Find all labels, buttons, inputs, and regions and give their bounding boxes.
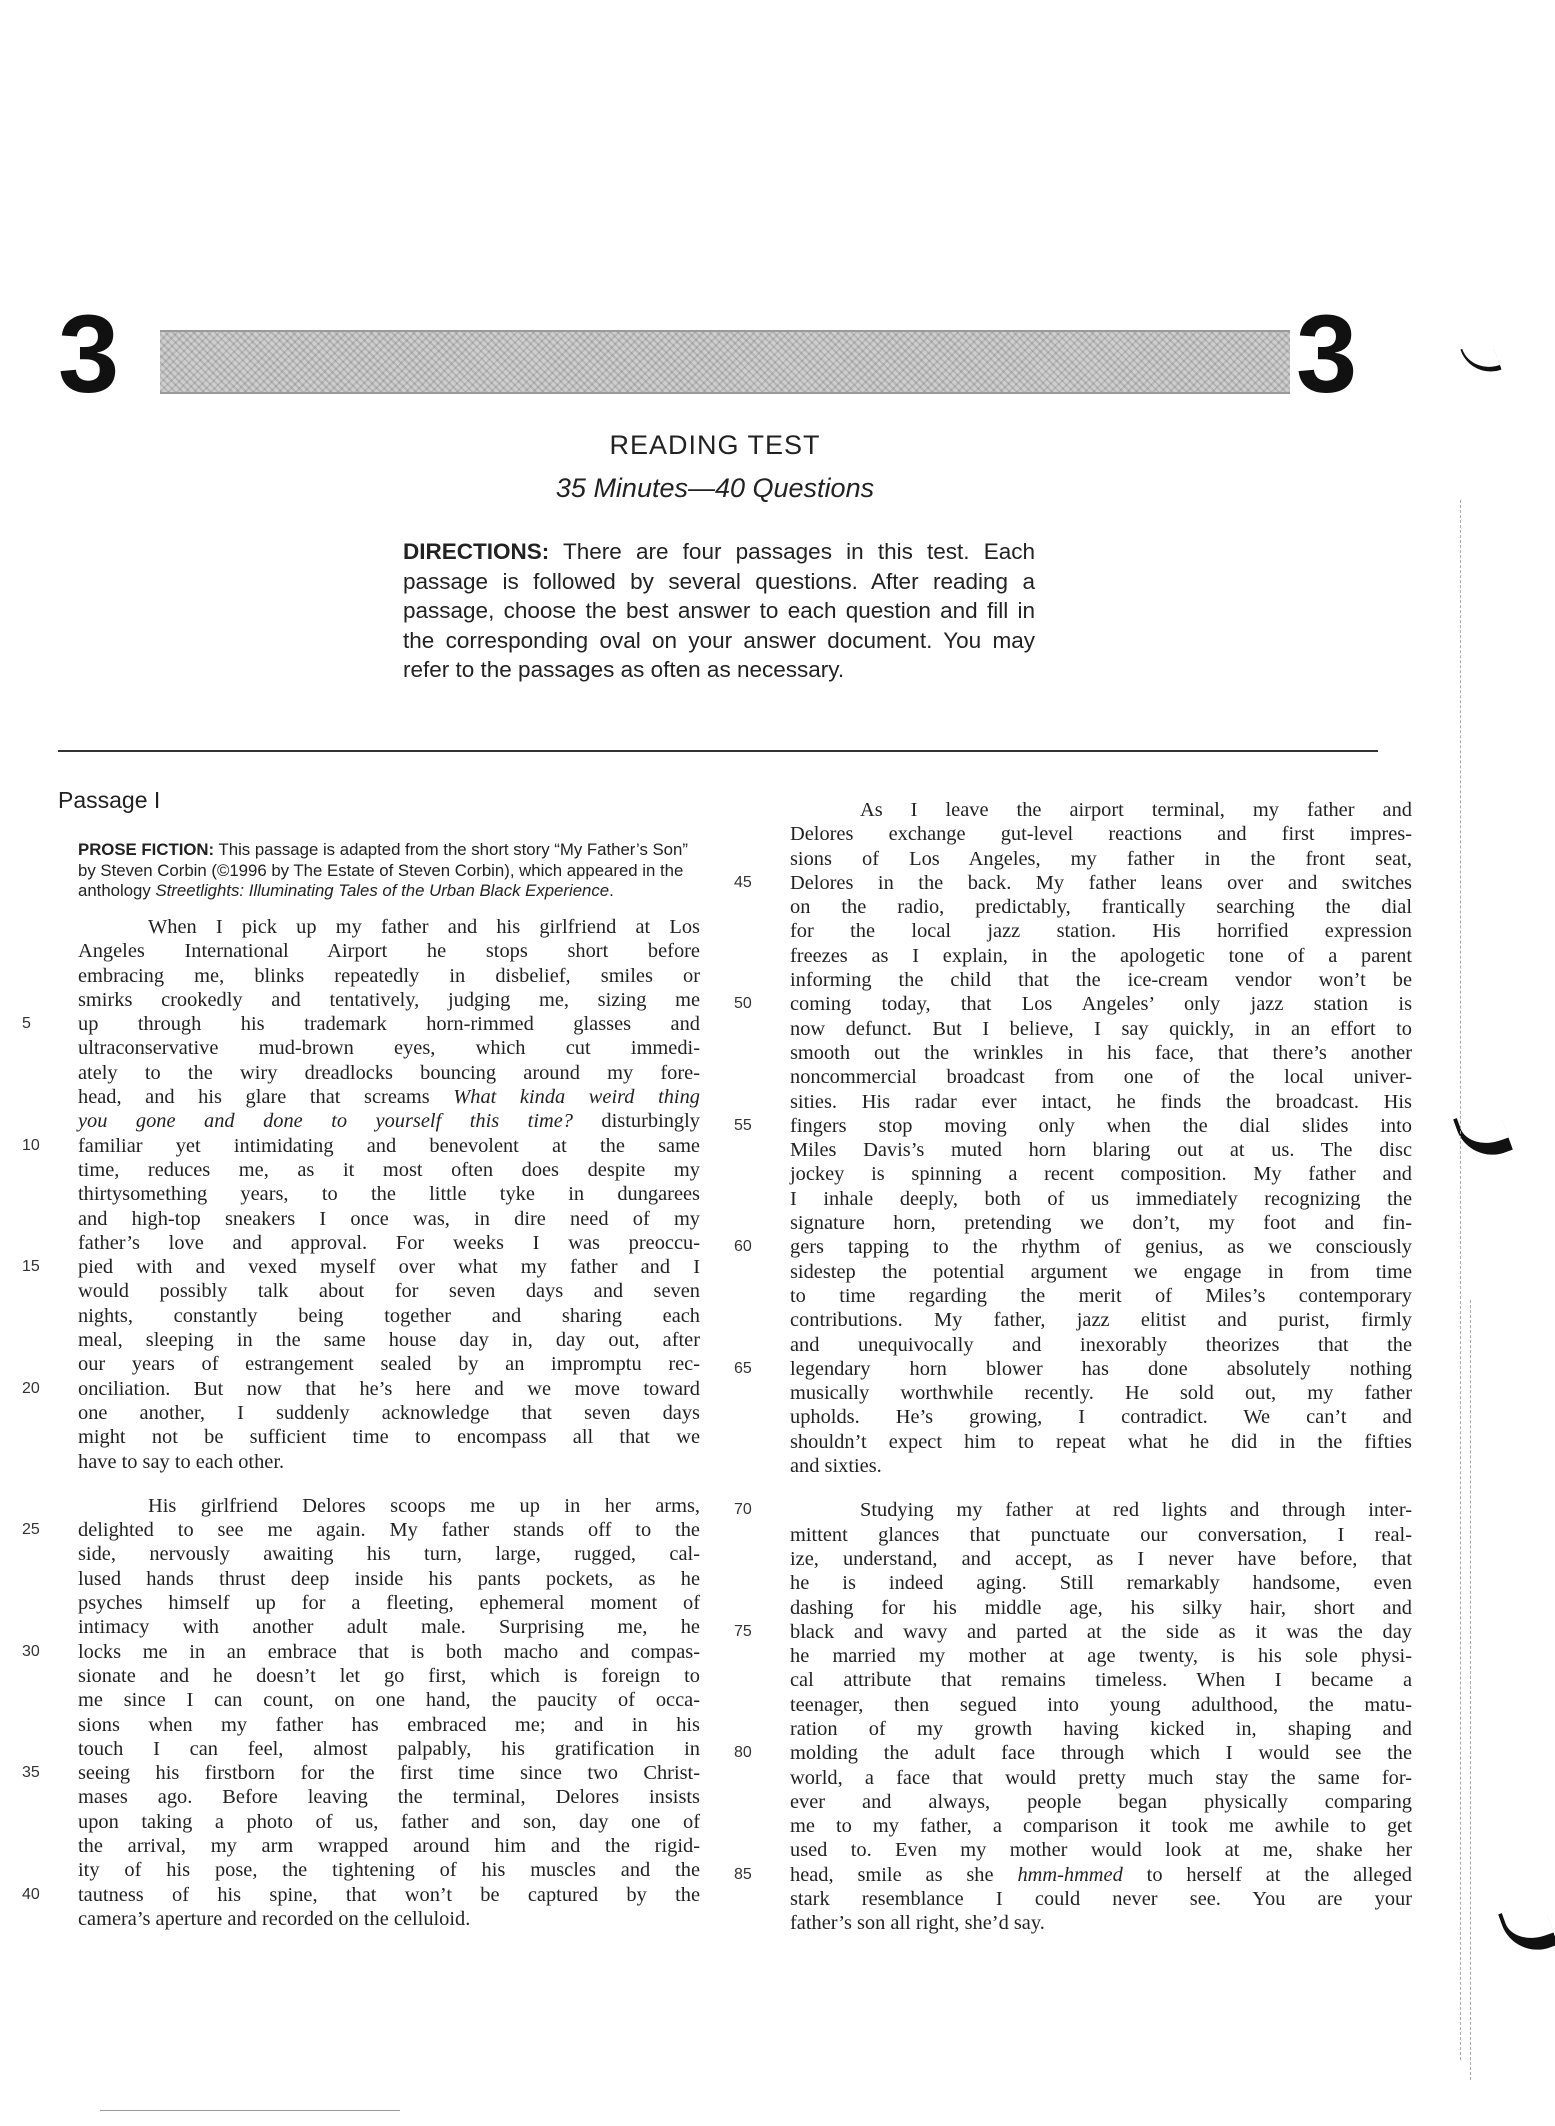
line-text: sions when my father has embraced me; and in his [78,1713,700,1736]
passage-line [790,1065,1412,1089]
line-text: father’s son all right, she’d say. [790,1912,1045,1935]
passage-line [734,1498,1412,1522]
line-text: black and wavy and parted at the side as it was the day [790,1620,1412,1643]
passage-line [78,1858,700,1882]
line-number: 55 [734,1116,752,1134]
passage-paragraph [22,1494,700,1931]
line-text: Delores exchange gut-level reactions and first impres- [790,823,1412,846]
passage-line [790,1430,1412,1454]
line-text: up through his trademark horn-rimmed glasses and [78,1013,700,1036]
line-text: ize, understand, and accept, as I never have before, that [790,1547,1412,1570]
passage-line [734,1620,1412,1644]
section-number-right: 3 [1296,293,1358,416]
passage-line [790,1405,1412,1429]
line-text: on the radio, predictably, frantically searching the dial [790,896,1412,919]
line-text: world, a face that would pretty much stay the same for- [790,1766,1412,1789]
passage-line [790,1911,1412,1935]
passage-line [734,1741,1412,1765]
line-number: 65 [734,1359,752,1377]
line-text: familiar yet intimidating and benevolent at the same [78,1134,700,1157]
passage-line [790,1668,1412,1692]
line-text: onciliation. But now that he’s here and we move toward [78,1377,700,1400]
passage-intro [78,840,690,902]
line-text: legendary horn blower has done absolutely nothing [790,1357,1412,1380]
passage-line [790,847,1412,871]
line-text: sities. His radar ever intact, he finds the broadcast. His [790,1090,1412,1113]
line-text: delighted to see me again. My father stands off to the [78,1519,700,1542]
passage-line [78,988,700,1012]
line-text: camera’s aperture and recorded on the celluloid. [78,1907,471,1930]
line-text: and sixties. [790,1455,882,1478]
line-number: 40 [22,1885,40,1903]
passage-line [734,1235,1412,1259]
section-divider [58,750,1378,752]
line-text: embracing me, blinks repeatedly in disbelief, smiles or [78,964,700,987]
passage-line [78,1615,700,1639]
line-text: touch I can feel, almost palpably, his gratification in [78,1737,700,1760]
line-text: might not be sufficient time to encompass all that we [78,1426,700,1449]
directions-label: DIRECTIONS: [403,539,550,564]
line-text: cal attribute that remains timeless. When I became a [790,1669,1412,1692]
passage-line [22,1012,700,1036]
line-text: Delores in the back. My father leans over and switches [790,871,1412,894]
passage-line [790,1454,1412,1478]
passage-line [22,1883,700,1907]
passage-line [78,1279,700,1303]
passage-line [790,1814,1412,1838]
line-text: nights, constantly being together and sharing each [78,1304,700,1327]
passage-line [78,1158,700,1182]
passage-line [78,1810,700,1834]
passage-line [78,1494,700,1518]
line-text: coming today, that Los Angeles’ only jazz station is [790,993,1412,1016]
line-text: for the local jazz station. His horrified expression [790,920,1412,943]
passage-line [78,1036,700,1060]
line-text: teenager, then segued into young adulthood, the matu- [790,1693,1412,1716]
line-text: he married my mother at age twenty, is his sole physi- [790,1645,1412,1668]
passage-line [22,1134,700,1158]
line-text: thirtysomething years, to the little tyke in dungarees [78,1183,700,1206]
passage-line [22,1640,700,1664]
line-text: ately to the wiry dreadlocks bouncing around my fore- [78,1061,700,1084]
passage-line [78,1834,700,1858]
passage-line [78,1591,700,1615]
line-text: When I pick up my father and his girlfriend at Los [148,916,700,938]
line-text: our years of estrangement sealed by an impromptu rec- [78,1353,700,1376]
passage-paragraph [734,798,1412,1478]
passage-line [790,944,1412,968]
passage-line [78,939,700,963]
passage-line [790,1887,1412,1911]
line-text: to herself at the alleged [1122,1863,1412,1886]
passage-line [22,1377,700,1401]
passage-line [22,1255,700,1279]
line-text: lused hands thrust deep inside his pants pockets, as he [78,1567,700,1590]
line-text: I inhale deeply, both of us immediately recognizing the [790,1187,1412,1210]
line-text: dashing for his middle age, his silky hair, short and [790,1596,1412,1619]
line-text: upholds. He’s growing, I contradict. We can’t and [790,1406,1412,1429]
line-number: 85 [734,1865,752,1883]
passage-line [78,1061,700,1085]
line-text: one another, I suddenly acknowledge that seven days [78,1401,700,1424]
line-text: disturbingly [572,1110,700,1133]
passage-line [78,1907,700,1931]
line-text: the arrival, my arm wrapped around him and the rigid- [78,1834,700,1857]
line-text: head, and his glare that screams [78,1086,454,1109]
passage-genre: PROSE FICTION: [78,840,215,859]
passage-line [790,1693,1412,1717]
passage-line [78,1352,700,1376]
passage-line [78,1401,700,1425]
line-number: 10 [22,1136,40,1154]
passage-line [22,1518,700,1542]
passage-line [790,1138,1412,1162]
passage-column-right [734,798,1412,1936]
passage-line [78,1182,700,1206]
passage-line [734,1863,1412,1887]
passage-line [790,1041,1412,1065]
line-text: now defunct. But I believe, I say quickly, in an effort to [790,1017,1412,1040]
passage-line [78,1737,700,1761]
passage-line [78,1664,700,1688]
line-text: mases ago. Before leaving the terminal, Delores insists [78,1786,700,1809]
passage-line [78,1688,700,1712]
line-text: Angeles International Airport he stops short before [78,940,700,963]
passage-line [78,1304,700,1328]
line-number: 20 [22,1379,40,1397]
line-text: informing the child that the ice-cream vendor won’t be [790,969,1412,992]
scan-edge-line [1460,500,1461,2060]
line-text: freezes as I explain, in the apologetic tone of a parent [790,944,1412,967]
line-text: and unequivocally and inexorably theorizes that the [790,1333,1412,1356]
line-text: ration of my growth having kicked in, shaping and [790,1717,1412,1740]
line-text: and high-top sneakers I once was, in dire need of my [78,1207,700,1230]
test-title: READING TEST [609,430,821,460]
passage-line [78,1109,700,1133]
line-text: head, smile as she [790,1863,1018,1886]
passage-line [78,1231,700,1255]
line-text-italic: you gone and done to yourself this time? [78,1110,573,1133]
line-text: to time regarding the merit of Miles’s contemporary [790,1284,1412,1307]
line-text: psyches himself up for a fleeting, ephemeral moment of [78,1592,700,1615]
passage-line [790,1381,1412,1405]
line-number: 5 [22,1015,31,1033]
line-text: ultraconservative mud-brown eyes, which cut immedi- [78,1037,700,1060]
line-text: jockey is spinning a recent composition. My father and [790,1163,1412,1186]
passage-line [790,1547,1412,1571]
line-text: would possibly talk about for seven days and seven [78,1280,700,1303]
passage-line [790,1571,1412,1595]
line-number: 15 [22,1258,40,1276]
passage-line [790,895,1412,919]
line-text: molding the adult face through which I would see the [790,1742,1412,1765]
line-text: time, reduces me, as it most often does despite my [78,1158,700,1181]
line-text: upon taking a photo of us, father and son, day one of [78,1810,700,1833]
passage-paragraph [22,915,700,1474]
line-text-italic: What kinda weird thing [453,1086,700,1109]
line-text: used to. Even my mother would look at me, shake her [790,1839,1412,1862]
line-text: father’s love and approval. For weeks I was preoccu- [78,1231,700,1254]
line-text: noncommercial broadcast from one of the local univer- [790,1066,1412,1089]
passage-line [78,1085,700,1109]
passage-line [790,798,1412,822]
line-text: Miles Davis’s muted horn blaring out at us. The disc [790,1139,1412,1162]
line-text: sions of Los Angeles, my father in the front seat, [790,847,1412,870]
passage-line [78,1328,700,1352]
anthology-title: Streetlights: Illuminating Tales of the Urban Black Experience [155,881,610,901]
passage-line [790,1644,1412,1668]
line-text: pied with and vexed myself over what my father and I [78,1256,700,1279]
passage-line [78,1567,700,1591]
line-text: meal, sleeping in the same house day in, day out, after [78,1329,700,1352]
passage-line [790,1838,1412,1862]
passage-line [790,968,1412,992]
line-number: 70 [734,1501,752,1519]
intro-text-end: . [609,881,614,901]
passage-line [734,1114,1412,1138]
line-text: shouldn’t expect him to repeat what he did in the fifties [790,1430,1412,1453]
passage-line [734,871,1412,895]
line-text: side, nervously awaiting his turn, large, rugged, cal- [78,1543,700,1566]
line-text: locks me in an embrace that is both macho and compas- [78,1640,700,1663]
test-subtitle: 35 Minutes—40 Questions [555,473,875,503]
line-text: mittent glances that punctuate our conversation, I real- [790,1523,1412,1546]
line-number: 25 [22,1521,40,1539]
line-number: 45 [734,873,752,891]
passage-line [790,1211,1412,1235]
passage-line [78,1450,700,1474]
line-text: me to my father, a comparison it took me awhile to get [790,1815,1412,1838]
line-text: gers tapping to the rhythm of genius, as we consciously [790,1236,1412,1259]
line-text: musically worthwhile recently. He sold out, my father [790,1382,1412,1405]
passage-line [78,1713,700,1737]
intro-text: This passage is adapted from the short story “My Father’s Son” by Steven Corbin (©1996 by The Estate of Steven Corbin), which appeared in the anthology [78,840,688,901]
passage-line [734,992,1412,1016]
line-text-italic: hmm-hmmed [1017,1863,1123,1886]
passage-line [790,822,1412,846]
passage-line [790,1162,1412,1186]
scan-registration-mark [1498,1899,1555,1961]
section-number-left: 3 [58,293,120,416]
line-text: As I leave the airport terminal, my father and [860,799,1412,821]
line-text: smirks crookedly and tentatively, judging me, sizing me [78,988,700,1011]
directions-block [403,537,1035,685]
passage-line [790,1017,1412,1041]
scan-registration-mark [1453,1104,1513,1166]
passage-line [790,1308,1412,1332]
line-text: sidestep the potential argument we engage in from time [790,1260,1412,1283]
line-text: ever and always, people began physically comparing [790,1790,1412,1813]
passage-line [790,1523,1412,1547]
line-text: Studying my father at red lights and through inter- [860,1499,1412,1522]
line-number: 50 [734,995,752,1013]
scan-edge-line [1470,1300,1471,2080]
line-text: signature horn, pretending we don’t, my foot and fin- [790,1212,1412,1235]
passage-line [790,1333,1412,1357]
passage-line [78,1542,700,1566]
line-text: His girlfriend Delores scoops me up in her arms, [148,1494,700,1517]
passage-line [78,1785,700,1809]
passage-line [22,1761,700,1785]
passage-line [78,915,700,939]
line-text: sionate and he doesn’t let go first, which is foreign to [78,1664,700,1687]
passage-line [790,919,1412,943]
line-text: contributions. My father, jazz elitist and purist, firmly [790,1309,1412,1332]
passage-line [790,1284,1412,1308]
passage-line [78,964,700,988]
passage-line [790,1187,1412,1211]
passage-line [78,1425,700,1449]
line-text: fingers stop moving only when the dial slides into [790,1114,1412,1137]
passage-column-left [22,915,700,1931]
passage-line [78,1207,700,1231]
line-text: smooth out the wrinkles in his face, that there’s another [790,1041,1412,1064]
passage-line [790,1090,1412,1114]
passage-paragraph [734,1498,1412,1935]
passage-line [790,1766,1412,1790]
passage-line [734,1357,1412,1381]
passage-line [790,1790,1412,1814]
line-number: 35 [22,1764,40,1782]
line-number: 60 [734,1238,752,1256]
directions-text: There are four passages in this test. Each passage is followed by several questions. After reading a passage, choose the best answer to each question and fill in the corresponding oval on your answer document. You may refer to the passages as often as necessary. [403,539,1035,683]
line-number: 75 [734,1622,752,1640]
line-text: he is indeed aging. Still remarkably handsome, even [790,1572,1412,1595]
line-text: tautness of his spine, that won’t be captured by the [78,1883,700,1906]
line-number: 80 [734,1744,752,1762]
section-header-band [160,330,1290,394]
passage-line [790,1717,1412,1741]
line-text: stark resemblance I could never see. You are your [790,1888,1412,1911]
line-text: seeing his firstborn for the first time since two Christ- [78,1762,700,1785]
passage-line [790,1596,1412,1620]
footer-rule [100,2110,400,2111]
line-number: 30 [22,1642,40,1660]
passage-line [790,1260,1412,1284]
scan-registration-mark [1460,339,1501,381]
line-text: ity of his pose, the tightening of his muscles and the [78,1859,700,1882]
line-text: me since I can count, on one hand, the paucity of occa- [78,1689,700,1712]
line-text: have to say to each other. [78,1450,285,1473]
line-text: intimacy with another adult male. Surprising me, he [78,1616,700,1639]
passage-label: Passage I [58,787,161,813]
